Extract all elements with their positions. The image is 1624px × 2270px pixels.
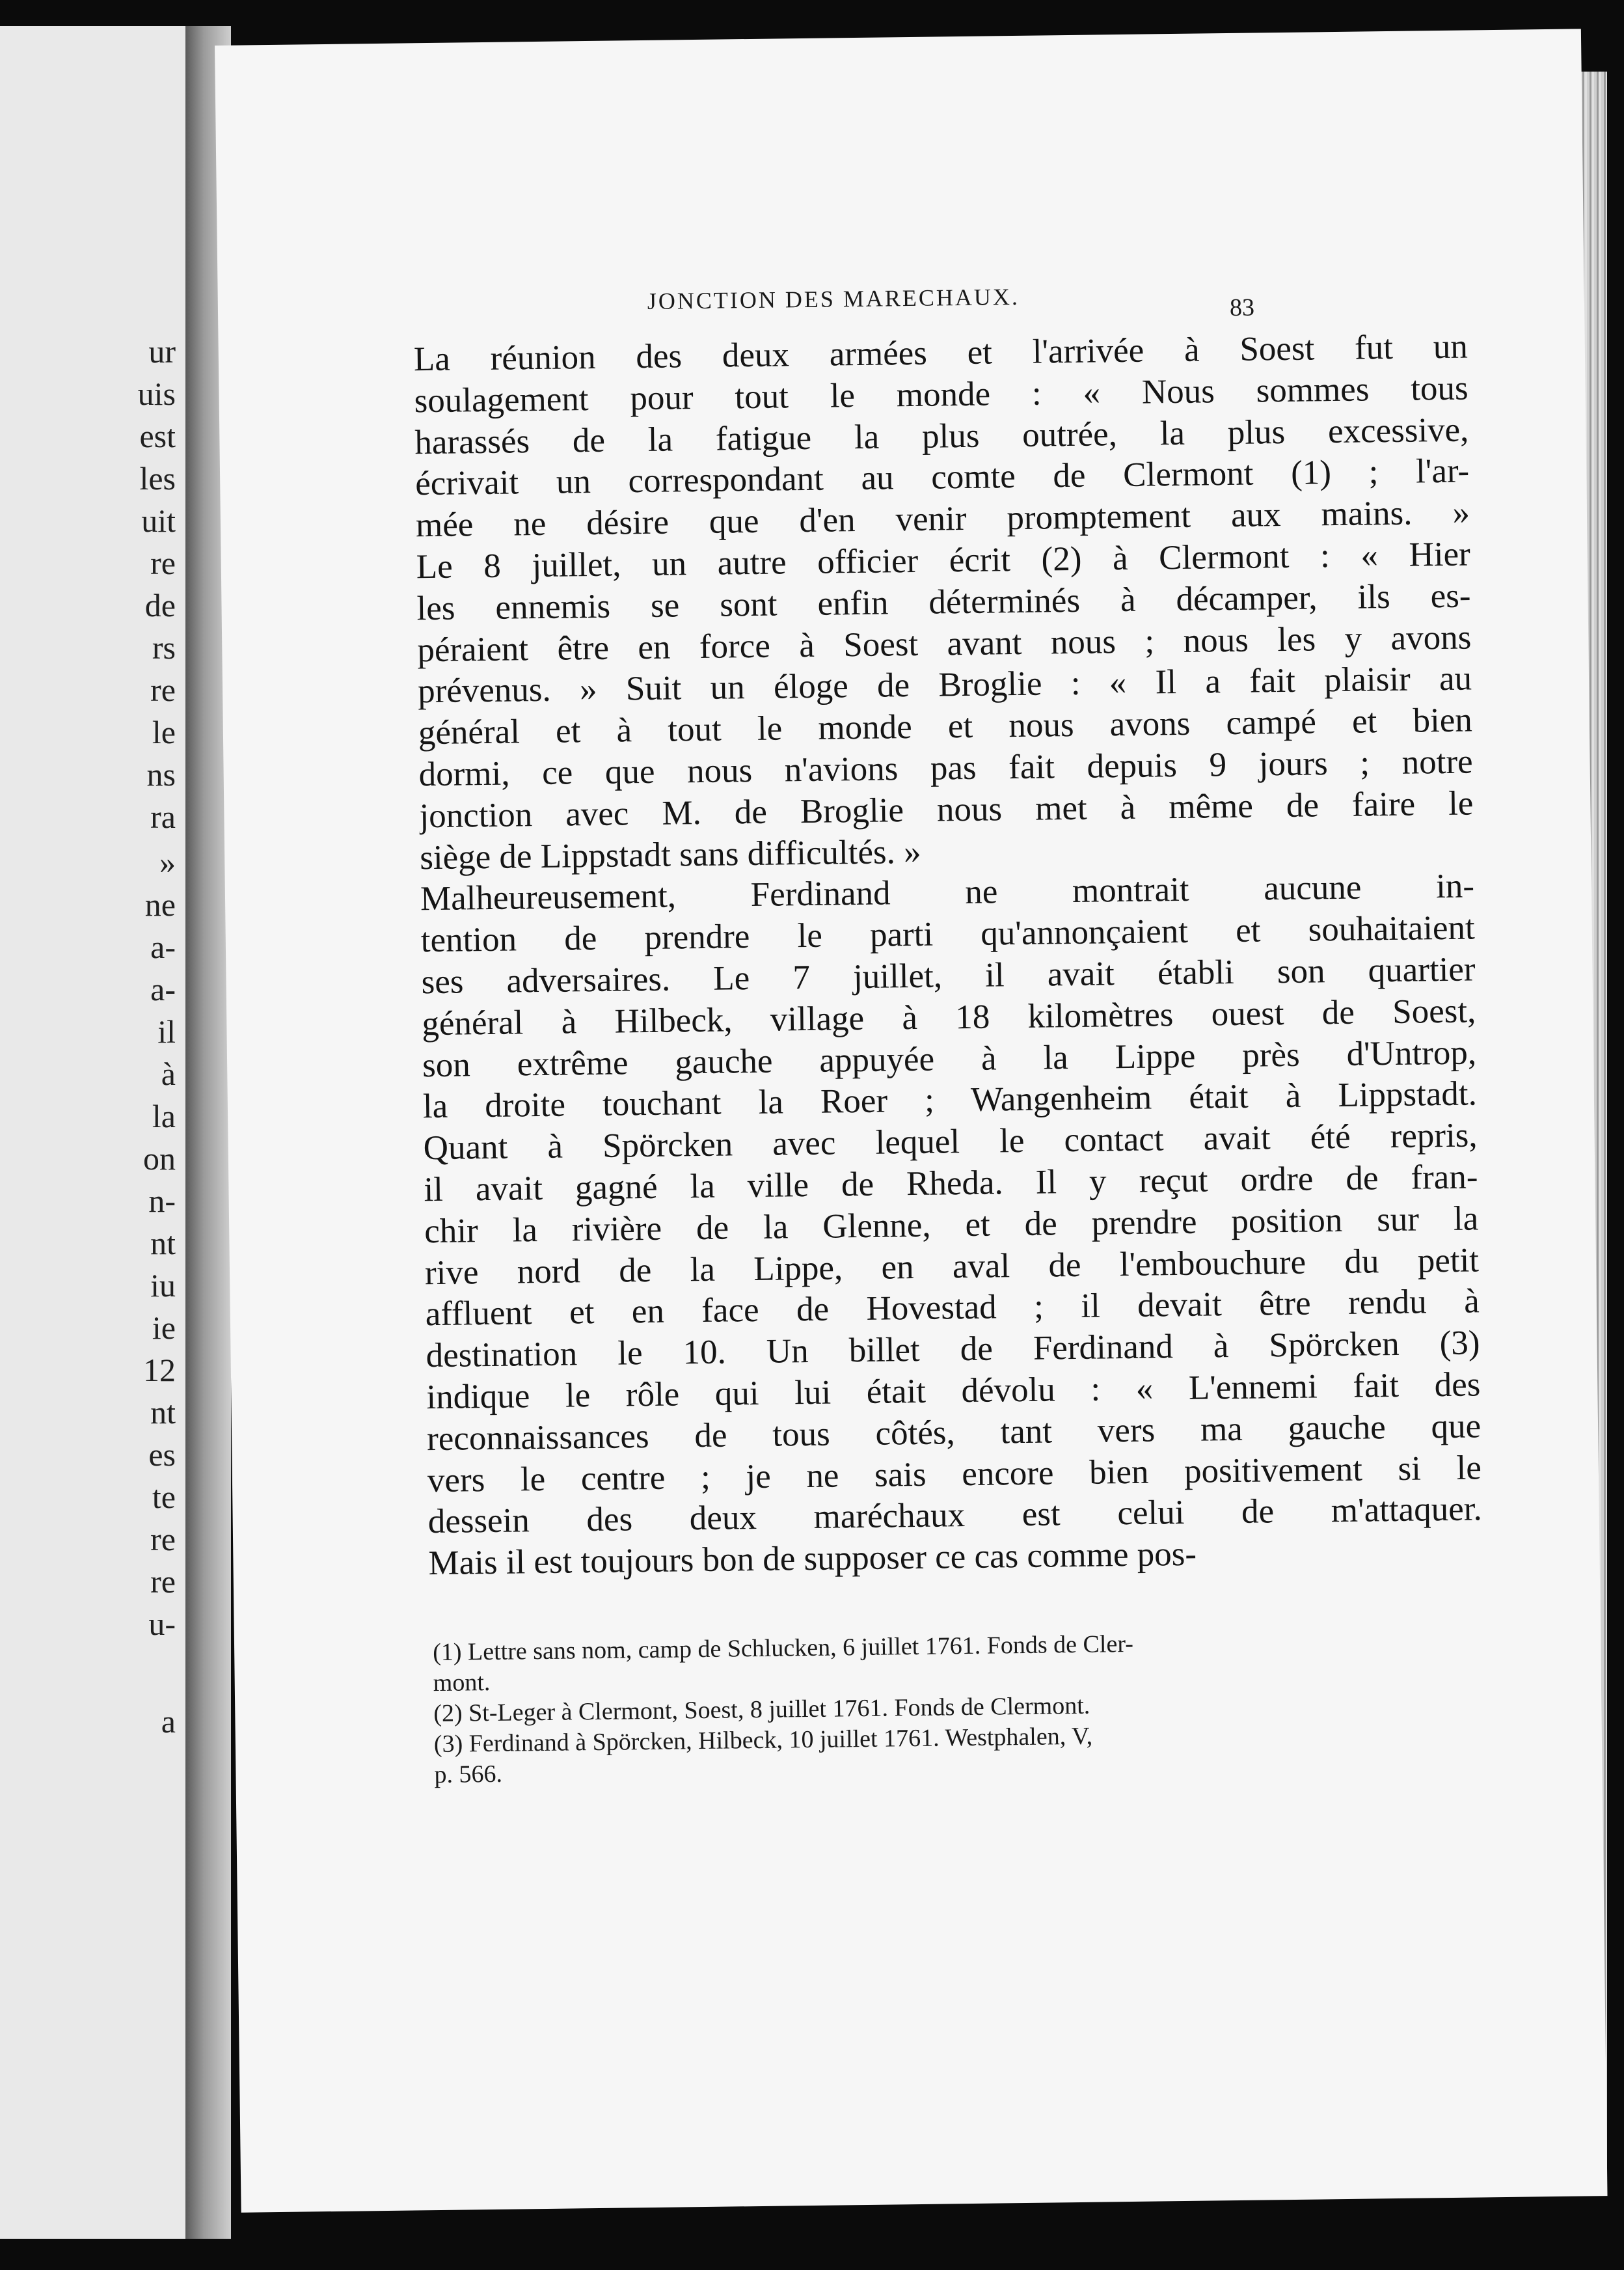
facing-page-text: iu (150, 1267, 176, 1304)
text-line: indique le rôle qui lui était dévolu : « L'ennemi fait des (426, 1365, 1481, 1417)
text-line: Mais il est toujours bon de supposer ce cas comme pos- (428, 1535, 1197, 1583)
facing-page-text: u- (148, 1606, 176, 1642)
text-line: Le 8 juillet, un autre officier écrit (2) à Clermont : « Hier (416, 535, 1471, 586)
footnote-line: (1) Lettre sans nom, camp de Schlucken, 6 juillet 1761. Fonds de Cler- (432, 1630, 1134, 1667)
text-line: dessein des deux maréchaux est celui de m'attaquer. (427, 1490, 1482, 1541)
facing-page-text: est (139, 418, 176, 454)
facing-page-text: il (157, 1013, 176, 1050)
facing-page-text: on (143, 1140, 176, 1177)
text-line: chir la rivière de la Glenne, et de prendre position sur la (424, 1199, 1479, 1250)
facing-page-text: nt (150, 1225, 176, 1261)
footnote-line: (2) St-Leger à Clermont, Soest, 8 juillet 1761. Fonds de Clermont. (433, 1691, 1090, 1728)
text-line: son extrême gauche appuyée à la Lippe près d'Untrop, (422, 1033, 1477, 1084)
text-line: général à Hilbeck, village à 18 kilomètres ouest de Soest, (422, 992, 1476, 1043)
page-number: 83 (1229, 294, 1255, 321)
text-line: il avait gagné la ville de Rheda. Il y reçut ordre de fran- (424, 1158, 1478, 1209)
text-line: ses adversaires. Le 7 juillet, il avait établi son quartier (421, 950, 1476, 1002)
facing-page-text: ns (146, 756, 176, 793)
text-line: dormi, ce que nous n'avions pas fait depuis 9 jours ; notre (418, 743, 1473, 794)
text-line: tention de prendre le parti qu'annonçaient et souhaitaient (420, 909, 1476, 960)
facing-page-text: te (152, 1479, 176, 1515)
text-line: les ennemis se sont enfin déterminés à décamper, ils es- (416, 577, 1471, 628)
facing-page-text: la (152, 1098, 176, 1134)
text-line: mée ne désire que d'en venir promptement aux mains. » (415, 493, 1470, 545)
facing-page-text: rs (152, 629, 176, 666)
text-line: prévenus. » Suit un éloge de Broglie : « Il a fait plaisir au (417, 659, 1472, 711)
facing-page-text: 12 (143, 1352, 176, 1388)
footnote-line: (3) Ferdinand à Spörcken, Hilbeck, 10 juillet 1761. Westphalen, V, (433, 1722, 1093, 1758)
facing-page-text: ur (148, 333, 176, 370)
book-page (215, 29, 1608, 2212)
facing-page-text: ra (150, 799, 176, 835)
facing-page-text: re (150, 1563, 176, 1600)
facing-page-text: n- (148, 1183, 176, 1219)
facing-page-text: ne (144, 886, 176, 923)
text-line: vers le centre ; je ne sais encore bien positivement si le (427, 1448, 1482, 1499)
text-line: siège de Lippstadt sans difficultés. » (419, 832, 921, 877)
facing-page-text: ie (152, 1309, 176, 1346)
facing-page-text: a- (150, 971, 176, 1007)
text-line: La réunion des deux armées et l'arrivée à Soest fut un (413, 327, 1468, 379)
text-line: soulagement pour tout le monde : « Nous sommes tous (414, 369, 1468, 420)
facing-page-text: » (159, 844, 176, 881)
facing-page-text: re (150, 545, 176, 581)
text-line: affluent et en face de Hovestad ; il devait être rendu à (425, 1282, 1480, 1333)
footnote-line: mont. (433, 1669, 491, 1697)
facing-page-text: a- (150, 929, 176, 965)
text-line: harassés de la fatigue la plus outrée, la plus excessive, (414, 411, 1469, 461)
text-line: Quant à Spörcken avec lequel le contact avait été repris, (423, 1116, 1478, 1168)
facing-page-text: de (144, 587, 176, 623)
footnotes (433, 1624, 1482, 1790)
text-line: général et à tout le monde et nous avons campé et bien (418, 701, 1473, 752)
text-line: écrivait un correspondant au comte de Clermont (1) ; l'ar- (414, 452, 1470, 503)
facing-page-text: à (161, 1056, 176, 1092)
running-head: JONCTION DES MARECHAUX. (647, 283, 1020, 314)
text-line: reconnaissances de tous côtés, tant vers ma gauche que (426, 1407, 1482, 1458)
facing-page-text: re (150, 1521, 176, 1557)
facing-page-text: es (148, 1436, 176, 1473)
facing-page-text: nt (150, 1394, 176, 1430)
facing-page-text: les (139, 460, 176, 497)
text-line: Malheureusement, Ferdinand ne montrait aucune in- (420, 867, 1475, 918)
text-line: jonction avec M. de Broglie nous met à même de faire le (419, 784, 1474, 836)
facing-page-text: uis (137, 376, 176, 412)
footnote-line: p. 566. (434, 1760, 503, 1789)
text-line: la droite touchant la Roer ; Wangenheim était à Lippstadt. (422, 1074, 1478, 1126)
text-line: destination le 10. Un billet de Ferdinand à Spörcken (3) (426, 1324, 1480, 1375)
facing-page-text: re (150, 672, 176, 708)
text-line: péraient être en force à Soest avant nous ; nous les y avons (417, 618, 1472, 669)
facing-page-text: le (152, 714, 176, 750)
facing-page-text: uit (141, 502, 176, 539)
body-text (414, 327, 1483, 1585)
text-line: rive nord de la Lippe, en aval de l'embouchure du petit (424, 1240, 1480, 1292)
facing-page-text: a (161, 1703, 176, 1740)
